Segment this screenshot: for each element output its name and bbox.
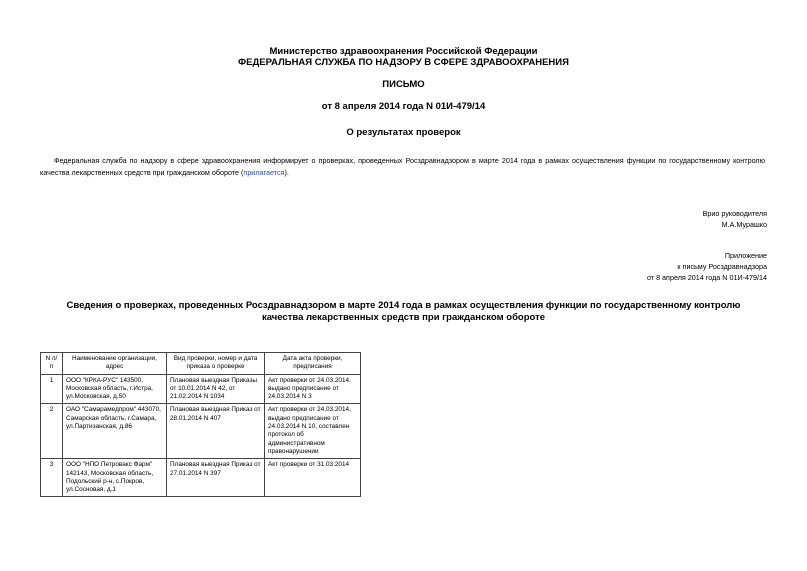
cell-check: Плановая выездная Приказ от 27.01.2014 N 397 (167, 459, 265, 497)
cell-org: ОАО "Самарамедпром" 443070, Самарская область, г.Самара, ул.Партизанская, д.86 (63, 404, 167, 459)
cell-act: Акт проверки от 24.03.2014, выдано предписание от 24.03.2014 N 10, составлен протокол об административном правонарушении (265, 404, 361, 459)
cell-org: ООО "КРКА-РУС" 143500, Московская область, г.Истра, ул.Московская, д.50 (63, 374, 167, 404)
service-name: ФЕДЕРАЛЬНАЯ СЛУЖБА ПО НАДЗОРУ В СФЕРЕ ЗДРАВООХРАНЕНИЯ (238, 57, 569, 68)
cell-check: Плановая выездная Приказы от 10.01.2014 N 42, от 21.02.2014 N 1034 (167, 374, 265, 404)
signature-position: Врио руководителя (702, 209, 767, 218)
appendix-line-3: от 8 апреля 2014 года N 01И-479/14 (646, 273, 767, 282)
table-row (41, 374, 361, 404)
appendix-line-2: к письму Росздравнадзора (677, 262, 767, 271)
cell-num: 3 (41, 459, 63, 497)
cell-act: Акт проверки от 24.03.2014, выдано предписание от 24.03.2014 N 3 (265, 374, 361, 404)
document-subject: О результатах проверок (346, 127, 461, 138)
header-check: Вид проверки, номер и дата приказа о проверке (167, 353, 265, 375)
table-row (41, 404, 361, 459)
appendix-block (647, 250, 767, 283)
header-act: Дата акта проверки, предписания (265, 353, 361, 375)
inspections-table (40, 352, 361, 497)
signature-name: М.А.Мурашко (721, 220, 767, 229)
appendix-line-1: Приложение (724, 251, 767, 260)
document-date-number: от 8 апреля 2014 года N 01И-479/14 (321, 101, 486, 112)
cell-org: ООО "НПО Петровакс Фарм" 142143, Московская область, Подольский р-н, с.Покров, ул.Сосновая, д.1 (63, 459, 167, 497)
cell-num: 1 (41, 374, 63, 404)
body-paragraph (40, 155, 765, 179)
table-header-row (41, 353, 361, 375)
header-num: N п/п (41, 353, 63, 375)
table-row (41, 459, 361, 497)
ministry-name: Министерство здравоохранения Российской Федерации (269, 46, 538, 57)
body-text-after: ). (284, 168, 289, 177)
body-text-before: Федеральная служба по надзору в сфере здравоохранения информирует о проверках, проведенных Росздравнадзором в марте 2014 года в рамках осуществления функции по государственному контролю качества лекарственных средств при гражданском обороте ( (40, 156, 765, 177)
cell-num: 2 (41, 404, 63, 459)
table-title: Сведения о проверках, проведенных Росздравнадзором в марте 2014 года в рамках осуществления функции по государственному контролю качества лекарственных средств при гражданском обороте (66, 300, 741, 323)
cell-check: Плановая выездная Приказ от 28.01.2014 N 407 (167, 404, 265, 459)
document-type: ПИСЬМО (382, 79, 425, 90)
appendix-link[interactable]: прилагается (243, 168, 285, 177)
signature-block (703, 208, 767, 230)
cell-act: Акт проверки от 31.03.2014 (265, 459, 361, 497)
header-org: Наименование организации, адрес (63, 353, 167, 375)
